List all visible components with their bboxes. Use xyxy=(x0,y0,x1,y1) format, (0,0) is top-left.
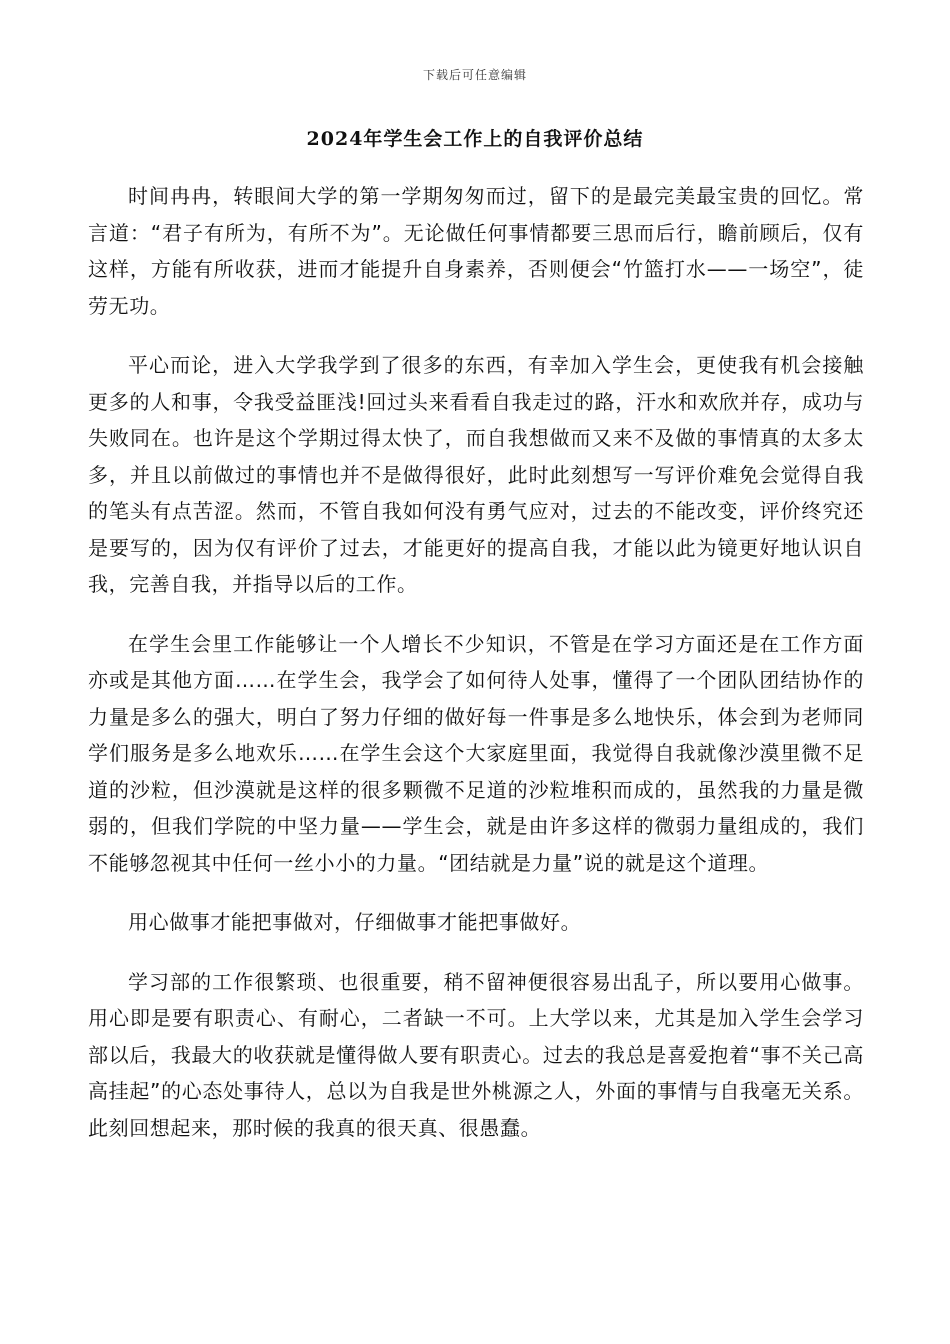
paragraph-3: 在学生会里工作能够让一个人增长不少知识，不管是在学习方面还是在工作方面亦或是其他方面……在学生会，我学会了如何待人处事，懂得了一个团队团结协作的力量是多么的强大，明白了努力仔细的做好每一件事是多么地快乐，体会到为老师同学们服务是多么地欢乐……在学生会这个大家庭里面，我觉得自我就像沙漠里微不足道的沙粒，但沙漠就是这样的很多颗微不足道的沙粒堆积而成的，虽然我的力量是微弱的，但我们学院的中坚力量——学生会，就是由许多这样的微弱力量组成的，我们不能够忽视其中任何一丝小小的力量。“团结就是力量”说的就是这个道理。 xyxy=(88,631,864,875)
paragraph-2: 平心而论，进入大学我学到了很多的东西，有幸加入学生会，更使我有机会接触更多的人和事，令我受益匪浅!回过头来看看自我走过的路，汗水和欢欣并存，成功与失败同在。也许是这个学期过得太快了，而自我想做而又来不及做的事情真的太多太多，并且以前做过的事情也并不是做得很好，此时此刻想写一写评价难免会觉得自我的笔头有点苦涩。然而，不管自我如何没有勇气应对，过去的不能改变，评价终究还是要写的，因为仅有评价了过去，才能更好的提高自我，才能以此为镜更好地认识自我，完善自我，并指导以后的工作。 xyxy=(88,353,864,596)
header-note: 下载后可任意编辑 xyxy=(422,68,527,82)
paragraph-1: 时间冉冉，转眼间大学的第一学期匆匆而过，留下的是最完美最宝贵的回忆。常言道：“君子有所为，有所不为”。无论做任何事情都要三思而后行，瞻前顾后，仅有这样，方能有所收获，进而才能提升自身素养，否则便会“竹篮打水——一场空”，徒劳无功。 xyxy=(88,184,864,318)
document-title: 2024年学生会工作上的自我评价总结 xyxy=(306,128,644,150)
document-body xyxy=(88,178,864,1169)
paragraph-5: 学习部的工作很繁琐、也很重要，稍不留神便很容易出乱子，所以要用心做事。用心即是要有职责心、有耐心，二者缺一不可。上大学以来，尤其是加入学生会学习部以后，我最大的收获就是懂得做人要有职责心。过去的我总是喜爱抱着“事不关己高高挂起”的心态处事待人，总以为自我是世外桃源之人，外面的事情与自我毫无关系。此刻回想起来，那时候的我真的很天真、很愚蠢。 xyxy=(88,969,864,1140)
paragraph-4: 用心做事才能把事做对，仔细做事才能把事做好。 xyxy=(128,910,582,934)
